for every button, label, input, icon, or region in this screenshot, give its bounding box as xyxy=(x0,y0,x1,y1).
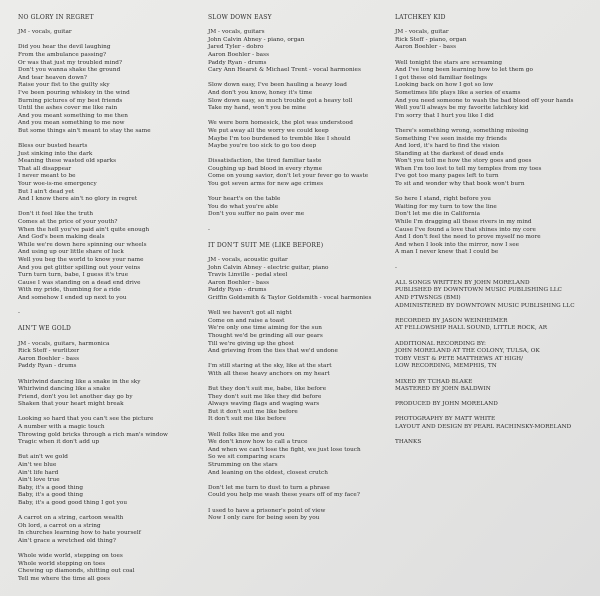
text-line: Meaning these wasted old sparks xyxy=(18,158,117,165)
text-line: Well you'll always be my favorite latchkey kid xyxy=(395,105,529,112)
text-line: Till we're giving up the ghost xyxy=(208,340,295,347)
text-line: A number with a magic touch xyxy=(18,424,105,431)
text-line: Ain't we blue xyxy=(18,462,57,469)
song-title-block xyxy=(208,14,388,22)
text-line: Aaron Boehler - bass xyxy=(395,44,457,51)
text-line: They don't suit me like they did before xyxy=(208,393,322,400)
text-block xyxy=(395,439,585,447)
stanza-gap xyxy=(208,424,388,432)
text-line: We put away all the worry we could keep xyxy=(208,127,329,134)
text-line: Don't it feel like the truth xyxy=(18,211,94,218)
text-line: Your woe-is-me emergency xyxy=(18,181,97,188)
text-line: That all disappear xyxy=(18,165,72,172)
text-block xyxy=(208,485,388,500)
text-line: Ain't love true xyxy=(18,477,60,484)
stanza-gap xyxy=(208,356,388,364)
text-block xyxy=(18,379,196,409)
stanza-gap xyxy=(395,52,585,60)
text-line: Now I only care for being seen by you xyxy=(208,515,320,522)
text-line: Chewing up diamonds, shitting out coal xyxy=(18,568,135,575)
text-line: Waiting for my turn to tow the line xyxy=(395,203,497,210)
text-line: Looking so hard that you can't see the picture xyxy=(18,416,154,423)
text-line: And you get glitter spilling out your veins xyxy=(18,264,141,271)
stanza-gap xyxy=(208,234,388,242)
text-line: Looking back on how I got so low xyxy=(395,82,494,89)
text-line: And I've long been learning how to let them go xyxy=(395,67,533,74)
text-line: I'm sorry that I hurt you like I did xyxy=(395,112,494,119)
text-line: Come on young savior, don't let your fever go to waste xyxy=(208,173,369,180)
text-line: Standing at the darkest of dead ends xyxy=(395,150,504,157)
text-block xyxy=(18,341,196,371)
song-title-block xyxy=(395,14,585,22)
stanza-gap xyxy=(18,136,196,144)
text-line: Strumming on the stars xyxy=(208,462,278,469)
text-line: AND FTWSNGS (BMI) xyxy=(395,294,461,301)
text-line: Come on and raise a toast xyxy=(208,317,285,324)
text-line: Baby, it's a good good thing I got you xyxy=(18,500,128,506)
text-line: But I ain't dead yet xyxy=(18,188,75,195)
text-line: JM - vocals, guitar xyxy=(18,29,72,36)
text-line: It don't suit me like before xyxy=(208,416,287,423)
stanza-gap xyxy=(208,22,388,30)
text-line: I've got too many pages left to turn xyxy=(395,173,499,180)
text-block xyxy=(18,553,196,583)
text-block xyxy=(395,265,585,273)
column-right xyxy=(395,14,585,447)
stanza-gap xyxy=(208,303,388,311)
text-line: Dissatisfaction, the tired familiar taste xyxy=(208,158,322,165)
text-line: Thought we'd be grinding all our gears xyxy=(208,332,323,339)
stanza-gap xyxy=(395,189,585,197)
text-line: JM - vocals, guitars, harmonica xyxy=(18,340,110,347)
text-line: THANKS xyxy=(395,439,422,446)
stanza-gap xyxy=(208,219,388,227)
text-line: When the hell you've paid ain't quite enough xyxy=(18,226,150,233)
text-line: Just sinking into the dark xyxy=(18,150,93,157)
text-line: Whirlwind dancing like a snake xyxy=(18,386,111,393)
text-line: Well tonight the stars are screaming xyxy=(395,59,503,66)
stanza-gap xyxy=(395,409,585,417)
text-line: And you meant something to me then xyxy=(18,112,128,119)
stanza-gap xyxy=(208,75,388,83)
text-line: Baby, it's a good thing xyxy=(18,484,84,491)
text-line: You got seven arms for new age crimes xyxy=(208,181,324,188)
text-line: Could you help me wash these years off of my face? xyxy=(208,492,360,499)
song-title-block xyxy=(18,14,196,22)
text-line: Friend, don't you let another day go by xyxy=(18,393,133,400)
text-block xyxy=(395,60,585,121)
text-line: John Calvin Abney - piano, organ xyxy=(208,36,305,43)
song-title: AIN'T WE GOLD xyxy=(18,325,72,333)
stanza-gap xyxy=(395,310,585,318)
text-line: Rick Steff - piano, organ xyxy=(395,36,467,43)
text-line: Raise your fist to the guilty sky xyxy=(18,82,110,89)
text-line: MIXED BY TCHAD BLAKE xyxy=(395,378,473,385)
text-line: LAYOUT AND DESIGN BY PEARL RACHINSKY-MORELAND xyxy=(395,424,572,431)
text-block xyxy=(208,363,388,378)
text-line: AT FELLOWSHIP HALL SOUND, LITTLE ROCK, AR xyxy=(395,325,548,332)
text-line: Whole world stepping on toes xyxy=(18,560,106,567)
stanza-gap xyxy=(18,508,196,516)
stanza-gap xyxy=(18,22,196,30)
text-block xyxy=(208,196,388,219)
text-line: Don't let me die in California xyxy=(395,211,481,218)
song-title: NO GLORY IN REGRET xyxy=(18,14,94,21)
text-line: Oh lord, a carrot on a string xyxy=(18,522,101,529)
text-line: We don't know how to call a truce xyxy=(208,439,308,446)
text-line: Always waving flags and waging wars xyxy=(208,401,320,408)
song-title: IT DON'T SUIT ME (LIKE BEFORE) xyxy=(208,241,324,249)
text-line: Throwing gold bricks through a rich man's window xyxy=(18,431,168,438)
text-line: JOHN MORELAND AT THE COLONY, TULSA, OK xyxy=(395,348,540,355)
text-line: Baby, it's a good thing xyxy=(18,492,84,499)
text-line: ADDITIONAL RECORDING BY: xyxy=(395,340,486,347)
text-block xyxy=(18,29,196,37)
text-block xyxy=(208,29,388,75)
text-line: And you need someone to wash the bad blood off your hands xyxy=(395,97,574,104)
text-line: With all these heavy anchors on my heart xyxy=(208,370,330,377)
text-line: - xyxy=(395,264,397,271)
stanza-gap xyxy=(208,249,388,257)
text-line: Tell me where the time all goes xyxy=(18,575,111,582)
text-line: I'm still staring at the sky, like at the start xyxy=(208,363,332,370)
text-line: Travis Linville - pedal steel xyxy=(208,272,288,279)
text-line: RECORDED BY JASON WEINHEIMER xyxy=(395,317,508,324)
stanza-gap xyxy=(208,151,388,159)
text-block xyxy=(18,143,196,204)
stanza-gap xyxy=(395,333,585,341)
text-line: Griffin Goldsmith & Taylor Goldsmith - vocal harmonies xyxy=(208,294,372,301)
text-block xyxy=(18,211,196,302)
song-title: SLOW DOWN EASY xyxy=(208,14,272,21)
text-line: Aaron Boehler - bass xyxy=(208,279,270,286)
text-line: MASTERED BY JOHN BALDWIN xyxy=(395,386,491,393)
text-line: PUBLISHED BY DOWNTOWN MUSIC PUBLISHING LLC xyxy=(395,287,562,294)
text-line: But they don't suit me, babe, like before xyxy=(208,386,327,393)
text-line: And when we can't lose the fight, we just lose touch xyxy=(208,446,361,453)
text-line: When I'm too lost to tell my temples from my toes xyxy=(395,165,542,172)
text-line: But it don't suit me like before xyxy=(208,408,298,415)
stanza-gap xyxy=(18,546,196,554)
text-line: JM - vocals, acoustic guitar xyxy=(208,257,288,263)
text-block xyxy=(395,196,585,257)
text-line: Well you beg the world to know your name xyxy=(18,257,144,263)
text-line: And I don't feel the need to prove myself no more xyxy=(395,234,541,241)
text-block xyxy=(208,257,388,303)
text-block xyxy=(395,280,585,310)
stanza-gap xyxy=(395,432,585,440)
text-block xyxy=(208,82,388,112)
text-line: Cary Ann Hearst & Michael Trent - vocal harmonies xyxy=(208,67,361,74)
text-line: Ain't grace a wretched old thing? xyxy=(18,537,116,544)
text-block xyxy=(18,454,196,507)
song-title: LATCHKEY KID xyxy=(395,14,446,21)
text-line: From the ambulance passing? xyxy=(18,51,107,58)
text-line: And lord, it's hard to find the vision xyxy=(395,143,500,150)
text-line: While we're down here spinning our wheels xyxy=(18,241,147,248)
text-line: ADMINISTERED BY DOWNTOWN MUSIC PUBLISHING LLC xyxy=(395,302,575,309)
text-block xyxy=(395,128,585,189)
stanza-gap xyxy=(395,120,585,128)
text-line: Rick Steff - wurlitzer xyxy=(18,348,80,355)
text-block xyxy=(395,341,585,371)
stanza-gap xyxy=(18,204,196,212)
stanza-gap xyxy=(395,257,585,265)
text-line: Paddy Ryan - drums xyxy=(208,287,267,294)
text-block xyxy=(395,29,585,52)
text-block xyxy=(395,379,585,394)
text-line: Won't you tell me how the story goes and goes xyxy=(395,158,532,165)
text-block xyxy=(18,310,196,318)
text-line: Maybe I'm too burdened to tremble like I should xyxy=(208,135,351,142)
song-title-block xyxy=(208,242,388,250)
text-block xyxy=(208,310,388,356)
text-block xyxy=(208,120,388,150)
text-line: Bless our busted hearts xyxy=(18,143,88,150)
text-line: Aaron Boehler - bass xyxy=(208,51,270,58)
text-line: So here I stand, right before you xyxy=(395,196,491,203)
text-line: Well we haven't got all night xyxy=(208,310,292,317)
text-block xyxy=(208,227,388,235)
text-line: Burning pictures of my best friends xyxy=(18,97,123,104)
text-line: TOBY VEST & PETE MATTHEWS AT HIGH/ xyxy=(395,355,524,362)
text-line: JM - vocals, guitars xyxy=(208,29,265,36)
text-line: While I'm dragging all these rivers in my mind xyxy=(395,219,532,226)
text-line: I used to have a prisoner's point of view xyxy=(208,507,326,514)
text-line: John Calvin Abney - electric guitar, piano xyxy=(208,264,329,271)
text-line: Cause I was standing on a dead end drive xyxy=(18,279,141,286)
text-block xyxy=(395,318,585,333)
text-line: Aaron Boehler - bass xyxy=(18,355,80,362)
text-line: We were born homesick, the plot was understood xyxy=(208,120,353,127)
text-line: Whirlwind dancing like a snake in the sky xyxy=(18,378,141,385)
text-line: With my pride, thumbing for a ride xyxy=(18,287,121,294)
text-line: Whole wide world, stepping on toes xyxy=(18,553,123,560)
text-line: Maybe you're too sick to go too deep xyxy=(208,143,317,150)
text-line: And somehow I ended up next to you xyxy=(18,294,127,301)
text-line: Your heart's on the table xyxy=(208,196,281,203)
text-line: Or was that just my troubled mind? xyxy=(18,59,123,66)
text-block xyxy=(18,44,196,135)
text-line: So we sit comparing scars xyxy=(208,454,286,461)
text-line: Slow down easy, so much trouble got a heavy toll xyxy=(208,97,353,104)
text-line: To sit and wonder why that book won't burn xyxy=(395,181,525,188)
stanza-gap xyxy=(18,318,196,326)
text-line: ALL SONGS WRITTEN BY JOHN MORELAND xyxy=(395,279,530,286)
text-line: JM - vocals, guitar xyxy=(395,29,449,36)
text-line: But some things ain't meant to stay the same xyxy=(18,127,151,134)
stanza-gap xyxy=(395,394,585,402)
text-line: And I know there ain't no glory in regret xyxy=(18,196,138,203)
text-line: We're only one time aiming for the sun xyxy=(208,325,322,332)
text-line: Did you hear the devil laughing xyxy=(18,44,111,51)
text-line: - xyxy=(208,226,210,233)
text-line: I got these old familiar feelings xyxy=(395,74,487,81)
stanza-gap xyxy=(208,379,388,387)
stanza-gap xyxy=(18,447,196,455)
text-line: A man I never knew that I could be xyxy=(395,249,499,256)
text-line: In churches learning how to hate yourself xyxy=(18,530,141,537)
text-line: And when I look into the mirror, now I see xyxy=(395,241,520,248)
text-line: And you mean something to me now xyxy=(18,120,125,127)
stanza-gap xyxy=(18,37,196,45)
text-line: LOW RECORDING, MEMPHIS, TN xyxy=(395,363,497,370)
text-line: - xyxy=(18,310,20,317)
stanza-gap xyxy=(18,333,196,341)
text-line: PHOTOGRAPHY BY MATT WHITE xyxy=(395,416,496,423)
stanza-gap xyxy=(18,409,196,417)
stanza-gap xyxy=(18,371,196,379)
text-line: There's something wrong, something missing xyxy=(395,127,529,134)
column-left xyxy=(18,14,196,584)
stanza-gap xyxy=(208,500,388,508)
text-line: A carrot on a string, cartoon wealth xyxy=(18,515,124,522)
text-block xyxy=(18,515,196,545)
stanza-gap xyxy=(208,477,388,485)
text-block xyxy=(208,432,388,478)
text-line: But ain't we gold xyxy=(18,454,68,461)
text-line: Comes at the price of your youth? xyxy=(18,219,118,226)
text-line: Jared Tyler - dobro xyxy=(208,44,264,51)
text-line: Well folks like me and you xyxy=(208,431,285,438)
stanza-gap xyxy=(395,272,585,280)
text-line: Don't you suffer no pain over me xyxy=(208,211,305,218)
text-line: Don't you wanna shake the ground xyxy=(18,67,121,74)
text-line: And grieving from the ties that we'd undone xyxy=(208,348,338,355)
text-line: Take my hand, won't you be mine xyxy=(208,105,307,112)
text-line: And tear heaven down? xyxy=(18,74,87,81)
text-block xyxy=(395,401,585,409)
text-line: Slow down easy, I've been hauling a heavy load xyxy=(208,82,347,89)
stanza-gap xyxy=(18,303,196,311)
text-line: Shaken that your heart might break xyxy=(18,401,124,408)
text-line: Paddy Ryan - drums xyxy=(208,59,267,66)
text-line: I've been pouring whiskey in the wind xyxy=(18,89,130,96)
text-block xyxy=(208,158,388,188)
stanza-gap xyxy=(395,22,585,30)
text-block xyxy=(18,416,196,446)
text-line: And God's been making deals xyxy=(18,234,105,241)
text-line: Sometimes life plays like a series of exams xyxy=(395,89,521,96)
text-line: Don't let me turn to dust to turn a phrase xyxy=(208,484,330,491)
text-line: PRODUCED BY JOHN MORELAND xyxy=(395,401,498,408)
text-line: Something I've seen inside my friends xyxy=(395,135,507,142)
text-line: I never meant to be xyxy=(18,173,76,180)
text-block xyxy=(208,386,388,424)
text-line: Tragic when it don't add up xyxy=(18,439,100,446)
stanza-gap xyxy=(395,371,585,379)
text-line: Paddy Ryan - drums xyxy=(18,363,77,370)
text-line: Cause I've found a love that shines into my core xyxy=(395,226,536,233)
column-middle xyxy=(208,14,388,523)
text-line: Turn turn turn, babe, I guess it's true xyxy=(18,272,129,279)
text-line: And using up our little share of luck xyxy=(18,249,124,256)
text-block xyxy=(208,508,388,523)
text-block xyxy=(395,416,585,431)
text-line: Until the ashes cover me like rain xyxy=(18,105,118,112)
stanza-gap xyxy=(208,189,388,197)
stanza-gap xyxy=(208,113,388,121)
text-line: Coughing up bad blood in every rhyme xyxy=(208,165,323,172)
song-title-block xyxy=(18,325,196,333)
text-line: And don't you know, honey it's time xyxy=(208,89,313,96)
text-line: And leaning on the oldest, closest crutch xyxy=(208,469,328,476)
text-line: Ain't life hard xyxy=(18,469,59,476)
text-line: You do what you're able xyxy=(208,203,279,210)
